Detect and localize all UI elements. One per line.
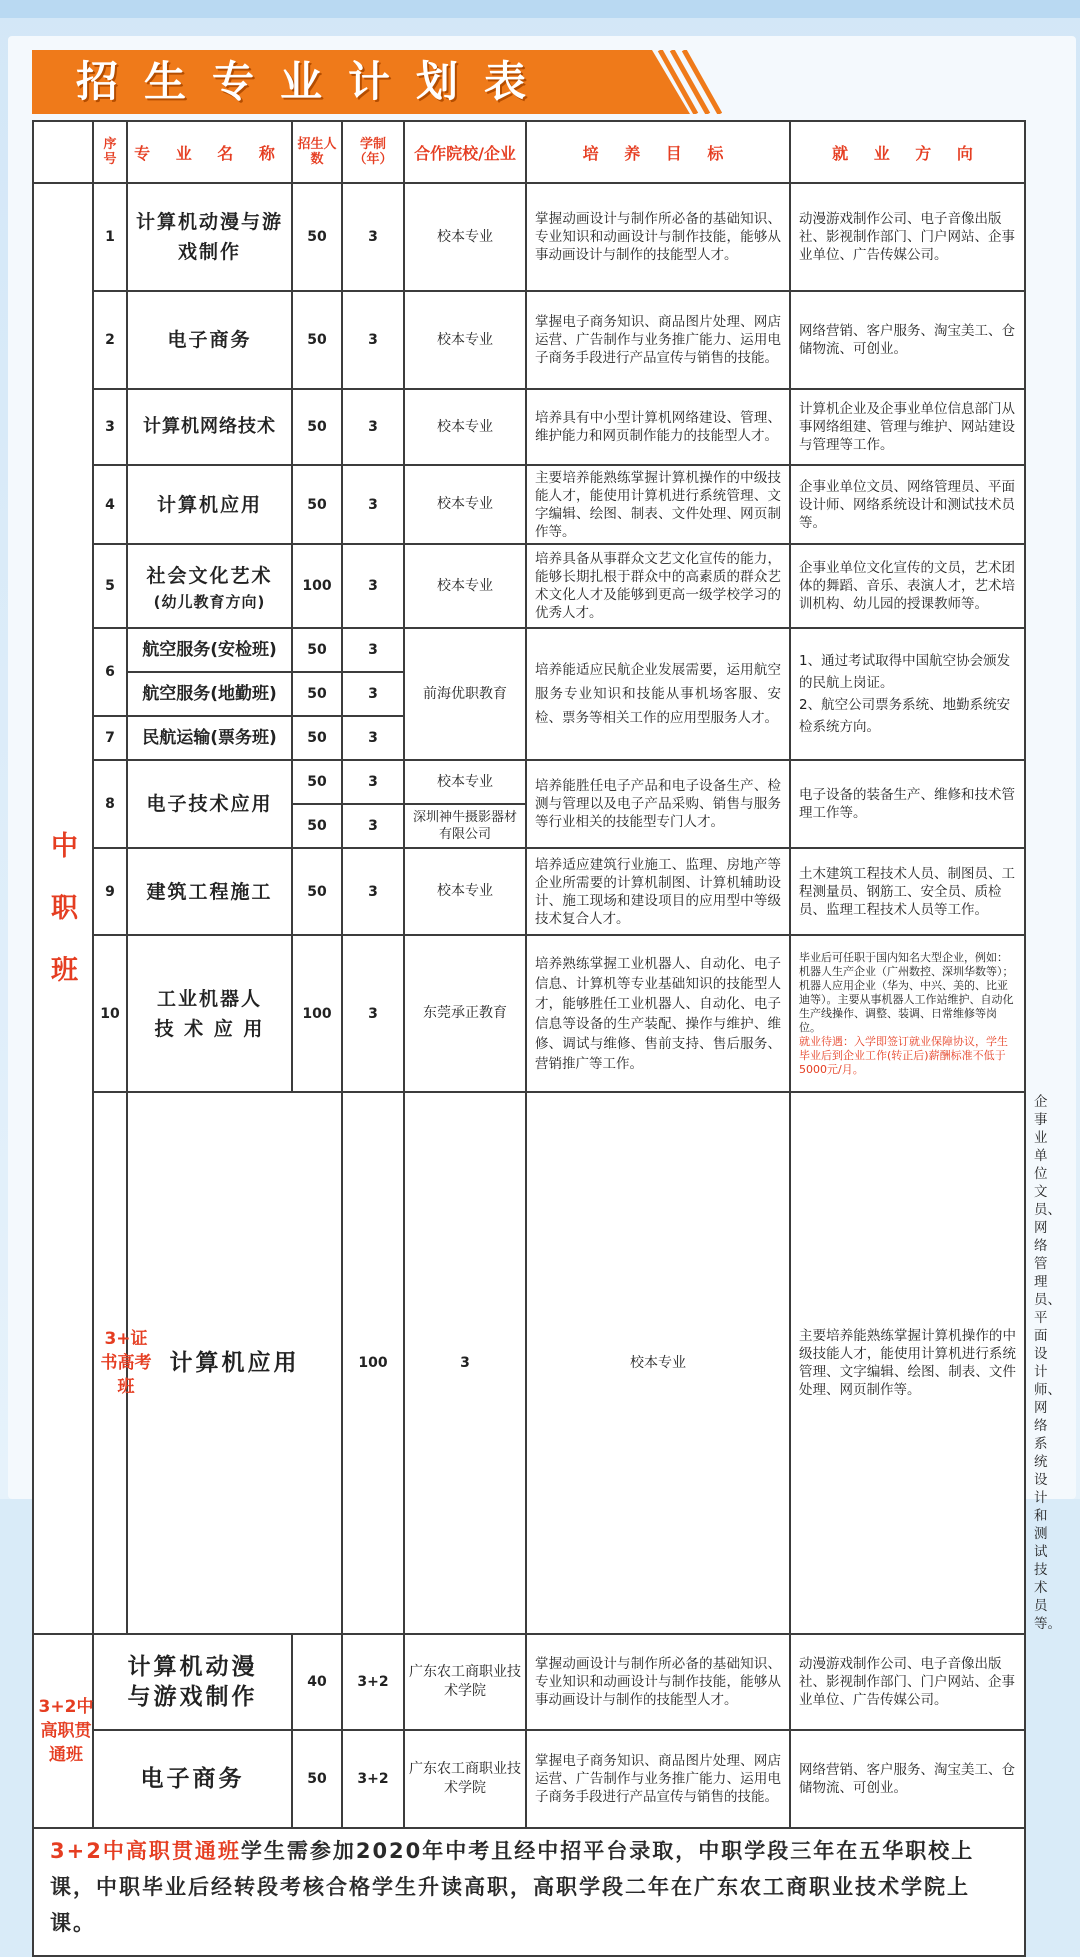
table-row xyxy=(33,760,1025,804)
major-name: 计算机应用 xyxy=(127,465,292,544)
goal-cell: 掌握动画设计与制作所必备的基础知识、专业知识和动画设计与制作技能，能够从事动画设计与制作的技能型人才。 xyxy=(526,183,790,291)
years-cell: 3+2 xyxy=(342,1634,404,1730)
years-cell: 3 xyxy=(342,389,404,465)
major-name: 航空服务(地勤班) xyxy=(127,672,292,716)
partner-cell: 前海优职教育 xyxy=(404,628,526,760)
banner-stripes-icon xyxy=(630,50,722,114)
table-row xyxy=(33,291,1025,389)
enroll-cell: 50 xyxy=(292,628,342,672)
years-cell: 3 xyxy=(342,291,404,389)
enroll-cell: 50 xyxy=(292,389,342,465)
goal-cell: 培养具备从事群众文艺文化宣传的能力，能够长期扎根于群众中的高素质的群众艺术文化人才及能够到更高一级学校学习的优秀人才。 xyxy=(526,544,790,628)
partner-cell: 校本专业 xyxy=(404,389,526,465)
header-major: 专 业 名 称 xyxy=(127,121,292,183)
header-goal: 培 养 目 标 xyxy=(526,121,790,183)
goal-cell: 掌握电子商务知识、商品图片处理、网店运营、广告制作与业务推广能力、运用电子商务手段进行产品宣传与销售的技能。 xyxy=(526,291,790,389)
years-cell: 3 xyxy=(342,465,404,544)
seq-cell: 5 xyxy=(93,544,127,628)
career-cell: 电子设备的装备生产、维修和技术管理工作等。 xyxy=(790,760,1025,848)
category-zhongzhi: 中职班 xyxy=(33,183,93,1634)
enroll-cell: 40 xyxy=(292,1634,342,1730)
career-cell: 计算机企业及企事业单位信息部门从事网络组建、管理与维护、网站建设与管理等工作。 xyxy=(790,389,1025,465)
enroll-cell: 50 xyxy=(292,465,342,544)
years-cell: 3 xyxy=(342,804,404,848)
enroll-cell: 50 xyxy=(292,672,342,716)
career-cell: 土木建筑工程技术人员、制图员、工程测量员、钢筋工、安全员、质检员、监理工程技术人员等工作。 xyxy=(790,848,1025,935)
table-row xyxy=(33,183,1025,291)
partner-cell: 广东农工商职业技术学院 xyxy=(404,1634,526,1730)
years-cell: 3 xyxy=(342,935,404,1092)
enroll-cell: 50 xyxy=(292,183,342,291)
major-name xyxy=(127,544,292,628)
seq-cell: 1 xyxy=(93,183,127,291)
footer-text: 学生需参加2020年中考且经中招平台录取，中职学段三年在五华职校上课，中职毕业后经转段考核合格学生升读高职，高职学段二年在广东农工商职业技术学院上课。 xyxy=(50,1839,975,1935)
enroll-cell: 100 xyxy=(292,935,342,1092)
table-row xyxy=(33,544,1025,628)
table-row: 3+证书高考班 计算机应用 100 3 校本专业 主要培养能熟练掌握计算机操作的中级技能人才，能使用计算机进行系统管理、文字编辑、绘图、制表、文件处理、网页制作等。 和测试技术员等。 xyxy=(33,1092,1025,1634)
career-line-1: 1、通过考试取得中国航空协会颁发的民航上岗证。 xyxy=(799,653,1011,691)
header-career: 就 业 方 向 xyxy=(790,121,1025,183)
seq-cell: 7 xyxy=(93,716,127,760)
years-cell: 3 xyxy=(342,183,404,291)
partner-cell: 校本专业 xyxy=(404,183,526,291)
table-row xyxy=(33,1730,1025,1828)
table-row xyxy=(33,935,1025,1092)
career-benefit-note: 就业待遇：入学即签订就业保障协议，学生毕业后到企业工作(转正后)薪酬标准不低于5000元/月。 xyxy=(799,1034,1008,1076)
major-name: 电子商务 xyxy=(93,1730,292,1828)
header-years: 学制（年） xyxy=(342,121,404,183)
goal-cell: 培养适应建筑行业施工、监理、房地产等企业所需要的计算机制图、计算机辅助设计、施工现场和建设项目的应用型中等级技术复合人才。 xyxy=(526,848,790,935)
years-cell: 3 xyxy=(342,760,404,804)
header-seq: 序号 xyxy=(93,121,127,183)
goal-cell: 培养能胜任电子产品和电子设备生产、检测与管理以及电子产品采购、销售与服务等行业相关的技能型专门人才。 xyxy=(526,760,790,848)
years-cell: 3 xyxy=(342,848,404,935)
years-cell: 3 xyxy=(342,628,404,672)
major-name-line2: (幼儿教育方向) xyxy=(153,592,266,611)
footer-row xyxy=(33,1828,1025,1956)
seq-cell: 2 xyxy=(93,291,127,389)
career-line-2: 2、航空公司票务系统、地勤系统安检系统方向。 xyxy=(799,697,1011,735)
years-cell: 3+2 xyxy=(342,1730,404,1828)
major-name: 电子技术应用 xyxy=(127,760,292,848)
plan-table-wrapper xyxy=(32,120,1061,1957)
partner-cell: 校本专业 xyxy=(404,848,526,935)
goal-cell: 培养具有中小型计算机网络建设、管理、维护能力和网页制作能力的技能型人才。 xyxy=(526,389,790,465)
table-row xyxy=(33,389,1025,465)
enroll-cell: 50 xyxy=(292,760,342,804)
major-name: 计算机网络技术 xyxy=(127,389,292,465)
partner-cell: 东莞承正教育 xyxy=(404,935,526,1092)
header-enroll: 招生人数 xyxy=(292,121,342,183)
enroll-cell: 50 xyxy=(292,716,342,760)
goal-cell: 培养熟练掌握工业机器人、自动化、电子信息、计算机等专业基础知识的技能型人才，能够胜任工业机器人、自动化、电子信息等设备的生产装配、操作与维护、维修、调试与维修、售前支持、售后服务、营销推广等工作。 xyxy=(526,935,790,1092)
enroll-cell: 50 xyxy=(292,848,342,935)
header-partner: 合作院校/企业 xyxy=(404,121,526,183)
table-row xyxy=(33,465,1025,544)
major-name: 民航运输(票务班) xyxy=(127,716,292,760)
enroll-cell: 100 xyxy=(342,1092,404,1634)
top-strip xyxy=(0,0,1080,18)
seq-cell: 8 xyxy=(93,760,127,848)
partner-cell: 校本专业 xyxy=(404,465,526,544)
major-name: 电子商务 xyxy=(127,291,292,389)
enroll-cell: 100 xyxy=(292,544,342,628)
goal-cell: 培养能适应民航企业发展需要，运用航空服务专业知识和技能从事机场客服、安检、票务等相关工作的应用型服务人才。 xyxy=(526,628,790,760)
years-cell: 3 xyxy=(342,544,404,628)
seq-cell: 10 xyxy=(93,935,127,1092)
years-cell: 3 xyxy=(404,1092,526,1634)
plan-table xyxy=(32,120,1061,1957)
table-row xyxy=(33,848,1025,935)
category-guantong: 3+2中高职贯通班 xyxy=(33,1634,93,1828)
career-cell: 动漫游戏制作公司、电子音像出版社、影视制作部门、门户网站、企事业单位、广告传媒公司。 xyxy=(790,183,1025,291)
page-title: 招生专业计划表 xyxy=(76,57,553,106)
seq-cell: 6 xyxy=(93,628,127,716)
major-name: 航空服务(安检班) xyxy=(127,628,292,672)
partner-cell: 校本专业 xyxy=(404,291,526,389)
seq-cell: 4 xyxy=(93,465,127,544)
category-cert: 3+证书高考班 xyxy=(93,1092,127,1634)
seq-cell: 9 xyxy=(93,848,127,935)
major-name-line2: 技 术 应 用 xyxy=(154,1017,265,1040)
header-blank xyxy=(33,121,93,183)
career-cell: 企事业单位文员、网络管理员、平面设计师、网络系统设计和测试技术员等。 xyxy=(790,465,1025,544)
career-text: 毕业后可任职于国内知名大型企业，例如：机器人生产企业（广州数控、深圳华数等）；机器人应用企业（华为、中兴、美的、比亚迪等）。主要从事机器人工作站维护、自动化生产线操作、调整、装调、日常维修等岗位。 xyxy=(799,950,1014,1034)
enroll-cell: 50 xyxy=(292,291,342,389)
goal-cell: 主要培养能熟练掌握计算机操作的中级技能人才，能使用计算机进行系统管理、文字编辑、绘图、制表、文件处理、网页制作等。 xyxy=(526,465,790,544)
major-name-line2: 与游戏制作 xyxy=(127,1684,258,1710)
seq-cell: 3 xyxy=(93,389,127,465)
major-name xyxy=(93,1634,292,1730)
career-cell: 网络营销、客户服务、淘宝美工、仓储物流、可创业。 xyxy=(790,291,1025,389)
years-cell: 3 xyxy=(342,672,404,716)
goal-cell: 掌握动画设计与制作所必备的基础知识、专业知识和动画设计与制作技能，能够从事动画设计与制作的技能型人才。 xyxy=(526,1634,790,1730)
partner-cell: 校本专业 xyxy=(404,760,526,804)
major-name: 计算机应用 xyxy=(127,1092,342,1634)
table-row xyxy=(33,1634,1025,1730)
goal-cell: 掌握电子商务知识、商品图片处理、网店运营、广告制作与业务推广能力、运用电子商务手段进行产品宣传与销售的技能。 xyxy=(526,1730,790,1828)
partner-cell: 校本专业 xyxy=(526,1092,790,1634)
major-name-line1: 工业机器人 xyxy=(156,987,262,1010)
career-cell xyxy=(790,935,1025,1092)
major-name-line1: 社会文化艺术 xyxy=(146,564,273,587)
years-cell: 3 xyxy=(342,716,404,760)
partner-cell: 广东农工商职业技术学院 xyxy=(404,1730,526,1828)
footer-highlight: 3+2中高职贯通班 xyxy=(50,1839,241,1863)
enroll-cell: 50 xyxy=(292,804,342,848)
partner-cell: 校本专业 xyxy=(404,544,526,628)
table-row xyxy=(33,628,1025,672)
career-cell: 企事业单位文化宣传的文员，艺术团体的舞蹈、音乐、表演人才，艺术培训机构、幼儿园的授课教师等。 xyxy=(790,544,1025,628)
major-name xyxy=(127,935,292,1092)
career-cell: 动漫游戏制作公司、电子音像出版社、影视制作部门、门户网站、企事业单位、广告传媒公司。 xyxy=(790,1634,1025,1730)
footer-note xyxy=(33,1828,1025,1956)
partner-cell: 深圳神牛摄影器材有限公司 xyxy=(404,804,526,848)
major-name: 建筑工程施工 xyxy=(127,848,292,935)
career-cell: 网络营销、客户服务、淘宝美工、仓储物流、可创业。 xyxy=(790,1730,1025,1828)
enroll-cell: 50 xyxy=(292,1730,342,1828)
career-cell xyxy=(790,628,1025,760)
header-row xyxy=(33,121,1025,183)
major-name: 计算机动漫与游戏制作 xyxy=(127,183,292,291)
major-name-line1: 计算机动漫 xyxy=(127,1654,258,1680)
goal-cell: 主要培养能熟练掌握计算机操作的中级技能人才，能使用计算机进行系统管理、文字编辑、绘图、制表、文件处理、网页制作等。 xyxy=(790,1092,1025,1634)
